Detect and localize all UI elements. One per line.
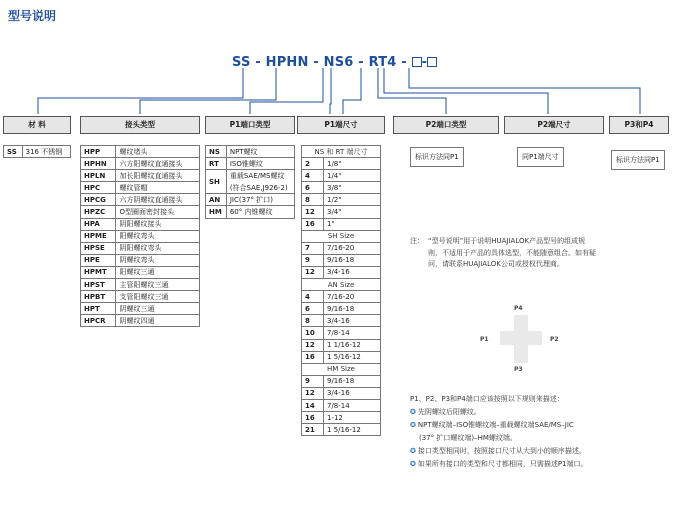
table-row [81, 170, 200, 182]
size-value: 1" [324, 218, 381, 230]
bullet-icon: ✪ [410, 460, 416, 468]
size-group-label: AN Size [302, 279, 381, 291]
fitting-name: 阳螺纹三通 [116, 266, 200, 278]
size-code: 8 [302, 315, 324, 327]
table-row [302, 412, 381, 424]
port-p4-label: P4 [514, 305, 523, 312]
size-code: 21 [302, 424, 324, 436]
size-code: 9 [302, 375, 324, 387]
p1-type-name: NPT螺纹 [226, 146, 294, 158]
code-sep: - [308, 55, 324, 70]
port-cross-diagram [500, 315, 542, 363]
p1-type-name: 重载SAE/MS螺纹 [226, 170, 294, 182]
table-row [81, 146, 200, 158]
table-row [81, 182, 200, 194]
fitting-name: 支管阳螺纹三通 [116, 291, 200, 303]
fitting-code: HPSE [81, 242, 116, 254]
note-label: 注： [410, 237, 424, 245]
p1-type-code: RT [206, 158, 227, 170]
size-group-header [302, 146, 381, 158]
table-row [81, 315, 200, 327]
header-p1-type: P1端口类型 [205, 116, 295, 134]
size-code: 12 [302, 387, 324, 399]
fitting-name: 加长阳螺纹直通接头 [116, 170, 200, 182]
port-p2-label: P2 [550, 336, 559, 343]
fitting-name: 阴阳螺纹接头 [116, 218, 200, 230]
size-code: 2 [302, 158, 324, 170]
table-row [302, 339, 381, 351]
header-p2-type: P2端口类型 [393, 116, 499, 134]
code-material: SS [232, 55, 251, 70]
description-item-continued: (37° 扩口螺纹端)–HM螺纹端。 [419, 434, 517, 442]
table-row [206, 146, 295, 158]
size-value: 9/16-18 [324, 375, 381, 387]
table-row [81, 254, 200, 266]
fitting-code: HPC [81, 182, 116, 194]
fitting-code: HPE [81, 254, 116, 266]
note-text: “型号说明”用于说明HUAJIALOK产品型号的组成规则，不适用于产品的具体选型，不能随意组合。如有疑问，请联系HUAJIALOK公司或授权代理商。 [428, 237, 596, 268]
size-code: 16 [302, 218, 324, 230]
size-value: 9/16-18 [324, 303, 381, 315]
size-value: 1/4" [324, 170, 381, 182]
table-row [302, 327, 381, 339]
size-value: 1/8" [324, 158, 381, 170]
size-code: 12 [302, 206, 324, 218]
p1-type-code: AN [206, 194, 227, 206]
p3-p4-text: 标识方法同P1 [611, 150, 665, 170]
fitting-name: 阴螺纹三通 [116, 303, 200, 315]
description-item: ✪ 接口类型相同时，按照接口尺寸从大到小的顺序描述。 [410, 447, 586, 455]
code-sep: - [250, 55, 266, 70]
fitting-code: HPT [81, 303, 116, 315]
table-row [206, 170, 295, 182]
size-value: 1 5/16-12 [324, 424, 381, 436]
size-code: 12 [302, 266, 324, 278]
size-value: 1-12 [324, 412, 381, 424]
size-code: 4 [302, 170, 324, 182]
fitting-type-table [80, 145, 200, 327]
code-dash: - [421, 55, 428, 70]
note [410, 236, 610, 271]
p2-type-text: 标识方法同P1 [410, 147, 464, 167]
code-p1-size: RT4 [368, 55, 397, 70]
fitting-name: 六方阴螺纹直通接头 [116, 194, 200, 206]
size-code: 6 [302, 303, 324, 315]
table-row [81, 206, 200, 218]
bullet-icon: ✪ [410, 447, 416, 455]
port-p3-label: P3 [514, 366, 523, 373]
size-value: 3/8" [324, 182, 381, 194]
table-row [302, 387, 381, 399]
header-material: 材 料 [3, 116, 71, 134]
p1-type-code: HM [206, 206, 227, 218]
size-group-header [302, 230, 381, 242]
fitting-code: HPCG [81, 194, 116, 206]
p1-type-name: 60° 内锥螺纹 [226, 206, 294, 218]
page-title: 型号说明 [8, 9, 57, 23]
description-intro: P1、P2、P3和P4端口应该按照以下规则来描述： [410, 395, 564, 403]
code-sep: - [353, 55, 369, 70]
fitting-code: HPA [81, 218, 116, 230]
size-group-header [302, 363, 381, 375]
description-item: ✪ 先阴螺纹后阳螺纹。 [410, 408, 481, 416]
table-row [302, 182, 381, 194]
fitting-name: 阴螺纹四通 [116, 315, 200, 327]
header-fitting-type: 接头类型 [80, 116, 200, 134]
description-item: ✪ 如果所有接口的类型和尺寸都相同，只需描述P1端口。 [410, 460, 588, 468]
fitting-code: HPHN [81, 158, 116, 170]
header-p3-p4: P3和P4 [609, 116, 669, 134]
p1-type-code: NS [206, 146, 227, 158]
table-row [302, 254, 381, 266]
table-row [81, 303, 200, 315]
table-row [302, 375, 381, 387]
size-code: 14 [302, 399, 324, 411]
material-code: SS [4, 146, 23, 158]
fitting-code: HPZC [81, 206, 116, 218]
header-p1-size: P1端尺寸 [297, 116, 385, 134]
size-code: 16 [302, 351, 324, 363]
bullet-icon: ✪ [410, 421, 416, 429]
fitting-code: HPMT [81, 266, 116, 278]
table-row [81, 158, 200, 170]
p1-type-table [205, 145, 295, 219]
fitting-code: HPME [81, 230, 116, 242]
table-row [302, 424, 381, 436]
p1-type-name: ISO锥螺纹 [226, 158, 294, 170]
table-row [81, 194, 200, 206]
table-row [4, 146, 71, 158]
size-code: 4 [302, 291, 324, 303]
size-group-label: HM Size [302, 363, 381, 375]
table-row [302, 399, 381, 411]
size-code: 12 [302, 339, 324, 351]
size-value: 9/16-18 [324, 254, 381, 266]
size-code: 8 [302, 194, 324, 206]
size-value: 7/8-14 [324, 327, 381, 339]
table-row [81, 218, 200, 230]
fitting-code: HPP [81, 146, 116, 158]
port-description [410, 393, 670, 471]
fitting-name: 螺纹堵头 [116, 146, 200, 158]
size-value: 3/4-16 [324, 387, 381, 399]
table-row [81, 279, 200, 291]
p2-size-text: 同P1端尺寸 [517, 147, 564, 167]
fitting-code: HPST [81, 279, 116, 291]
port-p1-label: P1 [480, 336, 489, 343]
table-row [302, 303, 381, 315]
table-row [81, 266, 200, 278]
p1-type-code: SH [206, 170, 227, 194]
table-row [206, 194, 295, 206]
table-row [302, 291, 381, 303]
size-value: 1/2" [324, 194, 381, 206]
size-value: 1 5/16-12 [324, 351, 381, 363]
fitting-code: HPCR [81, 315, 116, 327]
fitting-code: HPLN [81, 170, 116, 182]
size-code: 10 [302, 327, 324, 339]
fitting-name: 阳螺纹弯头 [116, 230, 200, 242]
size-value: 3/4" [324, 206, 381, 218]
table-row [81, 242, 200, 254]
p1-type-name-note: (符合SAE,J926-2) [226, 182, 294, 194]
code-p1: NS6 [323, 55, 354, 70]
fitting-name: 阴阳螺纹弯头 [116, 242, 200, 254]
table-row [302, 158, 381, 170]
size-code: 9 [302, 254, 324, 266]
size-value: 3/4-16 [324, 315, 381, 327]
size-value: 1 1/16-12 [324, 339, 381, 351]
table-row [302, 351, 381, 363]
size-code: 7 [302, 242, 324, 254]
table-row [206, 158, 295, 170]
material-name: 316 不锈钢 [22, 146, 70, 158]
p1-type-name: JIC(37° 扩口) [226, 194, 294, 206]
fitting-name: 主管阳螺纹三通 [116, 279, 200, 291]
fitting-name: 螺纹管帽 [116, 182, 200, 194]
table-row [302, 266, 381, 278]
code-fitting: HPHN [265, 55, 309, 70]
table-row [302, 315, 381, 327]
table-row [206, 206, 295, 218]
table-row [302, 218, 381, 230]
size-group-label: SH Size [302, 230, 381, 242]
size-group-header [302, 279, 381, 291]
fitting-name: 阴螺纹弯头 [116, 254, 200, 266]
p1-size-table [301, 145, 381, 436]
size-value: 7/16-20 [324, 242, 381, 254]
fitting-name: O型圈面密封接头 [116, 206, 200, 218]
fitting-code: HPBT [81, 291, 116, 303]
code-sep: - [396, 55, 412, 70]
table-row [302, 170, 381, 182]
size-value: 3/4-16 [324, 266, 381, 278]
table-row [302, 194, 381, 206]
bullet-icon: ✪ [410, 408, 416, 416]
size-value: 7/16-20 [324, 291, 381, 303]
fitting-name: 六方阳螺纹直通接头 [116, 158, 200, 170]
table-row [81, 291, 200, 303]
table-row [302, 242, 381, 254]
description-item: ✪ NPT螺纹端–ISO锥螺纹端–重载螺纹端SAE/MS–JIC [410, 421, 574, 429]
header-p2-size: P2端尺寸 [504, 116, 604, 134]
cross-shape [500, 315, 542, 363]
size-group-label: NS 和 RT 端尺寸 [302, 146, 381, 158]
size-value: 7/8-14 [324, 399, 381, 411]
table-row [81, 230, 200, 242]
table-row [302, 206, 381, 218]
material-table [3, 145, 71, 158]
size-code: 6 [302, 182, 324, 194]
size-code: 16 [302, 412, 324, 424]
